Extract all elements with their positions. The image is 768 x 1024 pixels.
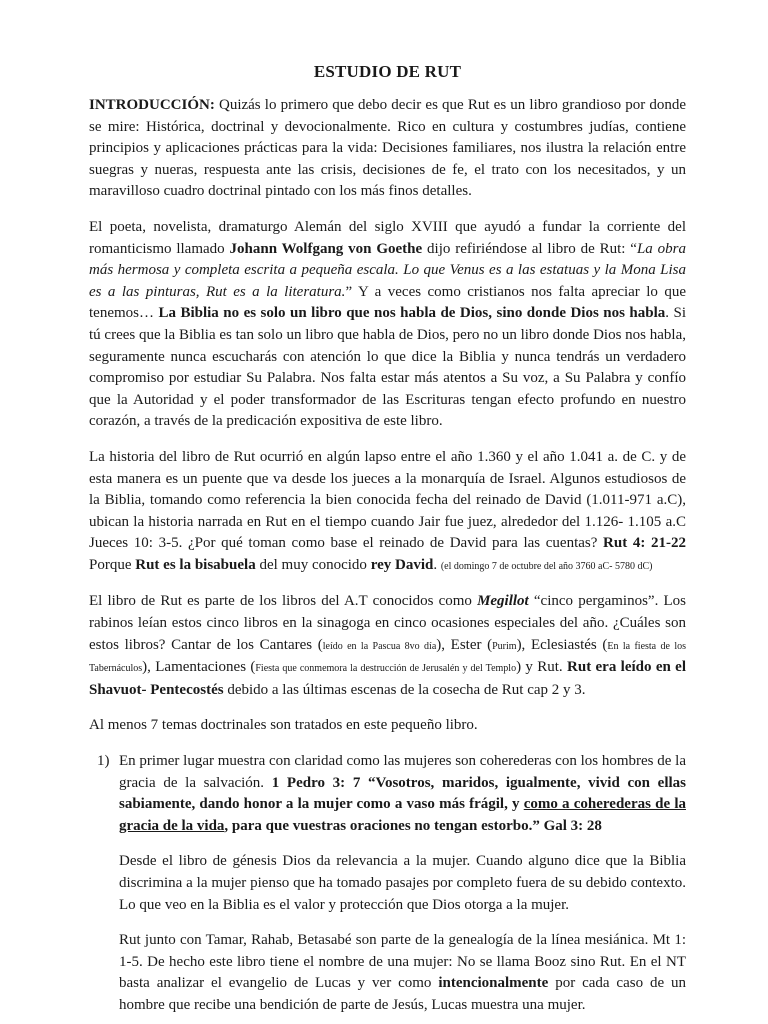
list-item (89, 751, 686, 1017)
note-tabernaculos: En la fiesta de los Tabernáculos (89, 640, 686, 675)
megillot-paragraph: El libro de Rut es parte de los libros del A.T conocidos como Megillot “cinco pergaminos”. Los rabinos leían estos cinco libros en la sinagoga en cinco ocasiones especiales del año. ¿Cuáles son estos libros? Cantar de los Cantares (leído en la Pascua 8vo día), Ester (Purim), Eclesiastés (En la fiesta de los Tabernáculos), Lamentaciones (Fiesta que conmemora la destrucción de Jerusalén y del Templo) y Rut. Rut era leído en el Shavuot- Pentecostés debido a las últimas escenas de la cosecha de Rut cap 2 y 3. (89, 593, 687, 698)
document-title: ESTUDIO DE RUT (313, 62, 462, 81)
list-item-text: En primer lugar muestra con claridad como las mujeres son coherederas con los hombres de la gracia de la salvación. 1 Pedro 3: 7 “Vosotros, maridos, igualmente, vivid con ellas sabiamente, dando honor a la mujer como a vaso más frágil, y como a coherederas de la gracia de la vida, para que vuestras oraciones no tengan estorbo.” Gal 3: 28 (119, 753, 687, 834)
underlined-phrase: como a coherederas de la gracia de la vida (119, 796, 686, 834)
goethe-quote: La obra más hermosa y completa escrita a pequeña escala. Lo que Venus es a las estatuas y la Mona Lisa es a las pinturas, Rut es a la literatura. (89, 240, 686, 300)
list-number: 1) (97, 753, 110, 770)
king-david-text: rey David (370, 556, 434, 573)
note-purim: Purim (492, 640, 517, 652)
list-subparagraph: Rut junto con Tamar, Rahab, Betasabé son parte de la genealogía de la línea mesiánica. Mt 1: 1-5. De hecho este libro tiene el nombre de una mujer: No se llama Booz sino Rut. En el NT basta analizar el evangelio de Lucas y ver como intencionalmente por cada caso de un hombre que recibe una bendición de parte de Jesús, Lucas muestra una mujer. (119, 932, 686, 1013)
history-paragraph: La historia del libro de Rut ocurrió en algún lapso entre el año 1.360 y el año 1.041 a. de C. y de esta manera es un puente que va desde los jueces a la monarquía de Israel. Algunos estudiosos de la Biblia, tomando como referencia la bien conocida fecha del reinado de David (1.011-971 a.C), ubican la historia narrada en Rut en el tiempo cuando Jair fue juez, alrededor del 1.126- 1.105 a.C Jueces 10: 3-5. ¿Por qué toman como base el reinado de David para las cuentas? Rut 4: 21-22 Porque Rut es la bisabuela del muy conocido rey David. (el domingo 7 de octubre del año 3760 aC- 5780 dC) (89, 448, 686, 573)
note-pascua: leído en la Pascua 8vo día (322, 640, 437, 652)
note-lamentaciones: Fiesta que conmemora la destrucción de Jerusalén y del Templo (255, 663, 517, 675)
intro-paragraph: INTRODUCCIÓN: Quizás lo primero que debo decir es que Rut es un libro grandioso por donde se mire: Histórica, doctrinal y devocionalmente. Rico en cultura y costumbres judías, contiene principios y aplicaciones prácticas para la vida: Decisiones familiares, nos ilustra la relación entre suegras y nueras, respuesta ante las crisis, decisiones de fe, el trato con los necesitados, y un maravilloso cuadro doctrinal pintado con los más finos detalles. (89, 97, 686, 200)
megillot-term: Megillot (477, 593, 529, 610)
themes-list (89, 751, 686, 1017)
bible-statement: La Biblia no es solo un libro que nos habla de Dios, sino donde Dios nos habla (158, 305, 666, 322)
shavuot-text: Rut era leído en el Shavuot- Pentecostés (89, 659, 687, 698)
goethe-name: Johann Wolfgang von Goethe (229, 240, 423, 257)
themes-intro: Al menos 7 temas doctrinales son tratados en este pequeño libro. (89, 717, 478, 734)
date-note: (el domingo 7 de octubre del año 3760 aC- 5780 dC) (440, 560, 653, 572)
intro-label: INTRODUCCIÓN: (89, 97, 215, 113)
goethe-paragraph: El poeta, novelista, dramaturgo Alemán del siglo XVIII que ayudó a fundar la corriente del romanticismo llamado Johann Wolfgang von Goethe dijo refiriéndose al libro de Rut: “La obra más hermosa y completa escrita a pequeña escala. Lo que Venus es a las estatuas y la Mona Lisa es a las pinturas, Rut es a la literatura.” Y a veces como cristianos nos falta apreciar lo que tenemos… La Biblia no es solo un libro que nos habla de Dios, sino donde Dios nos habla. Si tú crees que la Biblia es tan solo un libro que habla de Dios, pero no un libro donde Dios nos habla, seguramente nunca escucharás con atención lo que dice la Biblia y nunca tendrás un verdadero compromiso por estudiar Su Palabra. Nos falta estar más atentos a Su voz, a Su Palabra y confío que la Autoridad y el poder transformador de las Escrituras tengan efecto profundo en nuestro corazón, a través de la predicación expositiva de este libro. (89, 218, 686, 430)
verse-ref: Rut 4: 21-22 (603, 535, 686, 552)
list-subparagraph: Desde el libro de génesis Dios da relevancia a la mujer. Cuando alguno dice que la Biblia discrimina a la mujer pienso que ha tomado pasajes por completo fuera de su debido contexto. Lo que veo en la Biblia es el valor y protección que Dios otorga a la mujer. (119, 853, 686, 913)
bisabuela-text: Rut es la bisabuela (135, 556, 256, 573)
